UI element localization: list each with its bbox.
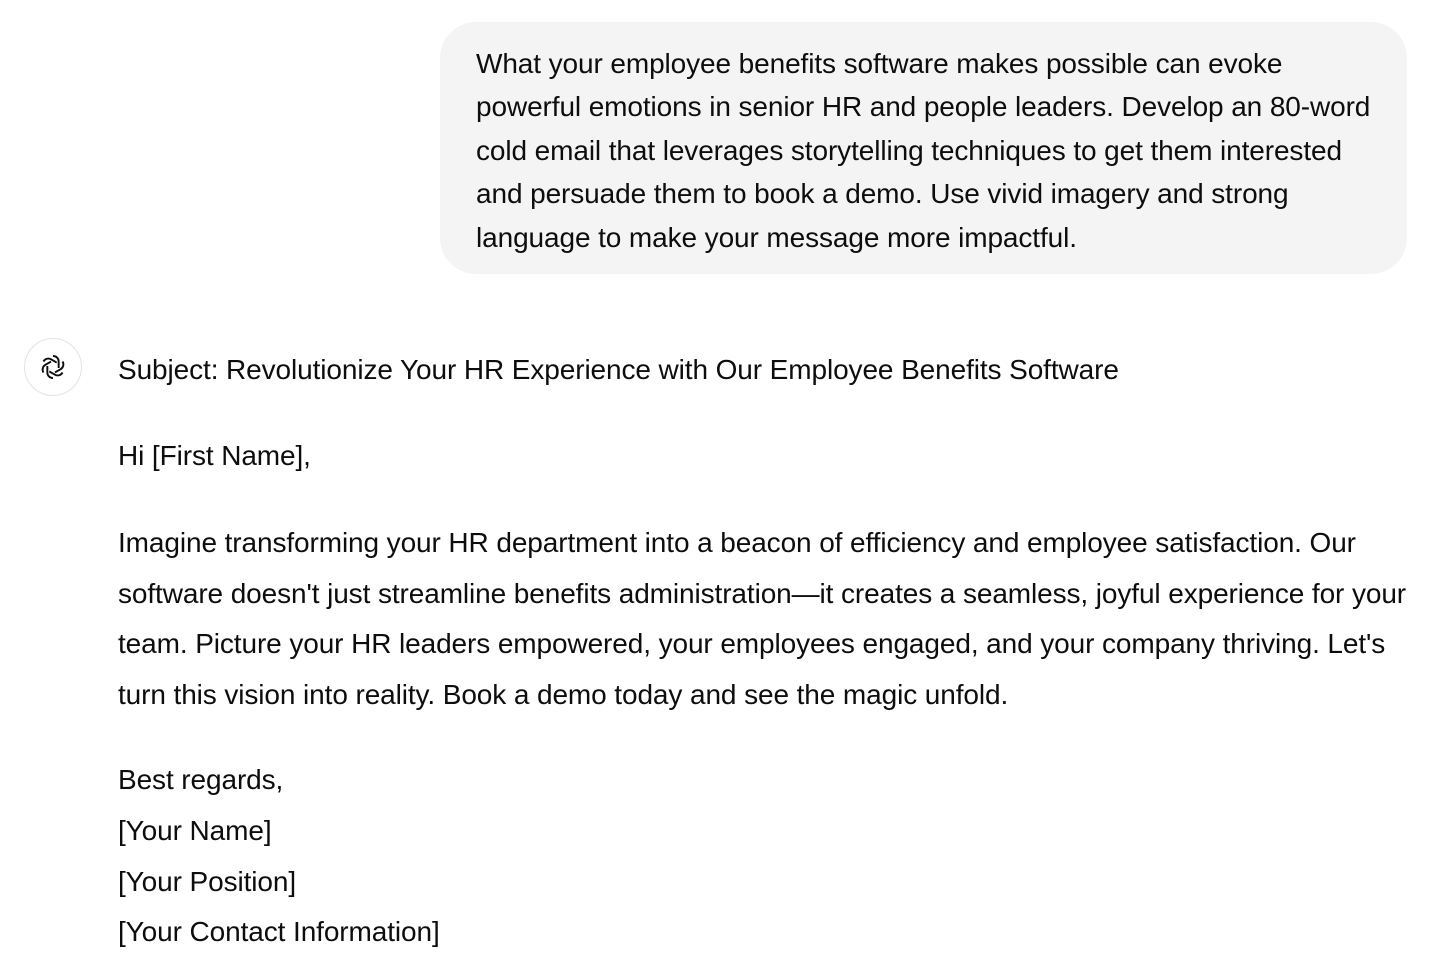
signature-name: [Your Name] [118,814,272,846]
signature-position: [Your Position] [118,865,297,897]
signature-contact: [Your Contact Information] [118,916,440,948]
email-body: Imagine transforming your HR department into a beacon of efficiency and employee satisfaction. Our software doesn't just streamline benefits administration—it creates a seamless, joyful experience for your team. Picture your HR leaders empowered, your employees engaged, and your company thriving. Let's turn this vision into reality. Book a demo today and see the magic unfold. [118,527,1407,710]
email-greeting: Hi [First Name], [118,440,311,471]
signature-closing: Best regards, [118,764,284,795]
user-message-text: What your employee benefits software makes possible can evoke powerful emotions in senior HR and people leaders. Develop an 80-word cold email that leverages storytelling techniques to get them interested and persuade them to book a demo. Use vivid imagery and strong language to make your message more impactful. [476,48,1371,253]
user-message-bubble [440,22,1407,274]
email-subject: Subject: Revolutionize Your HR Experience with Our Employee Benefits Software [118,354,1119,385]
email-signature [118,755,440,958]
openai-logo-icon [36,350,70,384]
assistant-avatar [24,338,82,396]
